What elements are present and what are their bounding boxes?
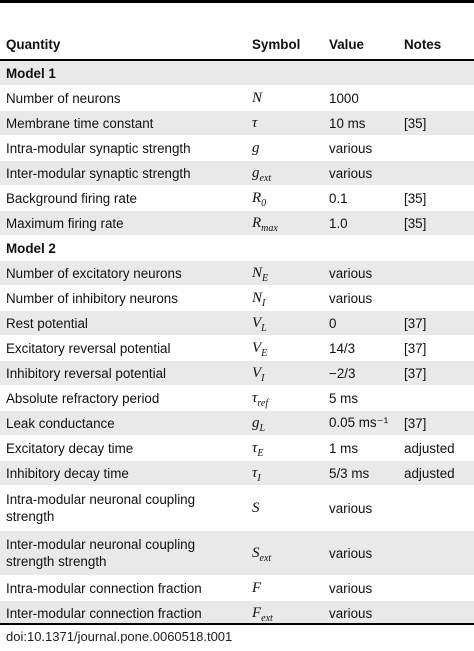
symbol-base: F [252, 579, 262, 596]
quantity-cell: Number of neurons [0, 86, 246, 111]
notes-cell [398, 161, 474, 186]
quantity-cell: Inter-modular neuronal coupling strength strength [0, 531, 246, 576]
symbol-subscript: E [262, 272, 269, 284]
symbol-base: V [252, 339, 262, 356]
section-row [0, 60, 474, 86]
value-cell: 1 ms [323, 436, 398, 461]
quantity-cell: Excitatory decay time [0, 436, 246, 461]
table-row [0, 486, 474, 531]
symbol-base: V [252, 364, 262, 381]
notes-cell [398, 86, 474, 111]
table-row [0, 531, 474, 576]
section-row [0, 236, 474, 261]
symbol-cell [246, 531, 323, 576]
table-row [0, 111, 474, 136]
table-row [0, 436, 474, 461]
quantity-cell: Inter-modular connection fraction [0, 601, 246, 626]
symbol-cell [246, 211, 323, 236]
symbol-subscript: ext [259, 172, 272, 184]
notes-cell [398, 486, 474, 531]
value-cell: 10 ms [323, 111, 398, 136]
symbol-cell [246, 186, 323, 211]
table-row [0, 576, 474, 601]
symbol-cell [246, 601, 323, 626]
quantity-cell: Intra-modular connection fraction [0, 576, 246, 601]
notes-cell: adjusted [398, 436, 474, 461]
value-cell: various [323, 531, 398, 576]
symbol-base: N [252, 89, 263, 106]
table-row [0, 86, 474, 111]
section-title: Model 1 [0, 60, 474, 86]
notes-cell [398, 601, 474, 626]
quantity-cell: Absolute refractory period [0, 386, 246, 411]
value-cell: −2/3 [323, 361, 398, 386]
symbol-subscript: ref [257, 397, 269, 409]
value-cell: various [323, 161, 398, 186]
notes-cell [398, 136, 474, 161]
symbol-base: S [252, 544, 260, 561]
symbol-cell [246, 311, 323, 336]
symbol-subscript: E [261, 347, 268, 359]
table-row [0, 186, 474, 211]
value-cell: various [323, 601, 398, 626]
value-cell: 5 ms [323, 386, 398, 411]
value-cell: various [323, 486, 398, 531]
table-header [0, 29, 474, 60]
symbol-cell [246, 336, 323, 361]
value-cell: various [323, 286, 398, 311]
value-cell: 0.05 ms⁻¹ [323, 411, 398, 436]
symbol-cell [246, 161, 323, 186]
quantity-cell: Rest potential [0, 311, 246, 336]
table-row [0, 361, 474, 386]
table-row [0, 311, 474, 336]
symbol-subscript: E [257, 447, 264, 459]
table-row [0, 261, 474, 286]
value-cell: 5/3 ms [323, 461, 398, 486]
symbol-cell [246, 436, 323, 461]
notes-cell [398, 386, 474, 411]
table-row [0, 601, 474, 626]
table-row [0, 161, 474, 186]
quantity-cell: Inhibitory reversal potential [0, 361, 246, 386]
notes-cell [398, 261, 474, 286]
table-row [0, 211, 474, 236]
symbol-cell [246, 461, 323, 486]
notes-cell: [37] [398, 361, 474, 386]
notes-cell: [35] [398, 111, 474, 136]
table-row [0, 336, 474, 361]
table-row [0, 286, 474, 311]
symbol-base: g [252, 164, 260, 181]
symbol-base: τ [252, 389, 258, 406]
symbol-subscript: ext [259, 552, 272, 564]
table-body [0, 60, 474, 626]
value-cell: various [323, 136, 398, 161]
symbol-cell [246, 386, 323, 411]
symbol-subscript: I [257, 472, 261, 484]
quantity-cell: Excitatory reversal potential [0, 336, 246, 361]
symbol-base: τ [252, 464, 258, 481]
parameters-table [0, 29, 474, 626]
symbol-base: F [252, 604, 262, 621]
header-quantity: Quantity [0, 29, 246, 60]
header-notes: Notes [398, 29, 474, 60]
quantity-cell: Number of inhibitory neurons [0, 286, 246, 311]
notes-cell [398, 286, 474, 311]
value-cell: various [323, 261, 398, 286]
notes-cell [398, 576, 474, 601]
value-cell: 0 [323, 311, 398, 336]
quantity-cell: Inhibitory decay time [0, 461, 246, 486]
symbol-cell [246, 576, 323, 601]
symbol-base: g [252, 139, 260, 156]
doi-caption: doi:10.1371/journal.pone.0060518.t001 [6, 629, 233, 644]
section-title: Model 2 [0, 236, 474, 261]
table-row [0, 461, 474, 486]
symbol-subscript: ext [261, 612, 273, 624]
symbol-base: V [252, 314, 262, 331]
symbol-cell [246, 411, 323, 436]
symbol-base: g [252, 414, 260, 431]
symbol-cell [246, 111, 323, 136]
symbol-cell [246, 86, 323, 111]
notes-cell: adjusted [398, 461, 474, 486]
value-cell: 0.1 [323, 186, 398, 211]
notes-cell: [35] [398, 186, 474, 211]
symbol-base: S [252, 499, 260, 516]
symbol-subscript: 0 [261, 197, 267, 209]
notes-cell [398, 531, 474, 576]
table-row [0, 386, 474, 411]
symbol-base: N [252, 264, 263, 281]
quantity-cell: Number of excitatory neurons [0, 261, 246, 286]
notes-cell: [37] [398, 411, 474, 436]
notes-cell: [37] [398, 336, 474, 361]
quantity-cell: Leak conductance [0, 411, 246, 436]
header-symbol: Symbol [246, 29, 323, 60]
symbol-subscript: max [261, 222, 278, 234]
symbol-subscript: L [259, 422, 266, 434]
symbol-cell [246, 136, 323, 161]
quantity-cell: Background firing rate [0, 186, 246, 211]
symbol-base: R [252, 189, 262, 206]
value-cell: various [323, 576, 398, 601]
quantity-cell: Membrane time constant [0, 111, 246, 136]
bottom-rule [0, 623, 474, 625]
symbol-cell [246, 261, 323, 286]
top-rule [0, 0, 474, 3]
symbol-base: τ [252, 114, 258, 131]
header-row [0, 29, 474, 60]
symbol-cell [246, 361, 323, 386]
quantity-cell: Intra-modular neuronal coupling strength [0, 486, 246, 531]
symbol-cell [246, 486, 323, 531]
notes-cell: [35] [398, 211, 474, 236]
symbol-base: τ [252, 439, 258, 456]
symbol-cell [246, 286, 323, 311]
value-cell: 14/3 [323, 336, 398, 361]
table-row [0, 411, 474, 436]
header-value: Value [323, 29, 398, 60]
symbol-base: R [252, 214, 262, 231]
quantity-cell: Maximum firing rate [0, 211, 246, 236]
symbol-subscript: L [261, 322, 267, 334]
symbol-subscript: I [262, 297, 266, 309]
table-row [0, 136, 474, 161]
quantity-cell: Inter-modular synaptic strength [0, 161, 246, 186]
notes-cell: [37] [398, 311, 474, 336]
value-cell: 1.0 [323, 211, 398, 236]
value-cell: 1000 [323, 86, 398, 111]
symbol-subscript: I [261, 372, 265, 384]
quantity-cell: Intra-modular synaptic strength [0, 136, 246, 161]
symbol-base: N [252, 289, 263, 306]
